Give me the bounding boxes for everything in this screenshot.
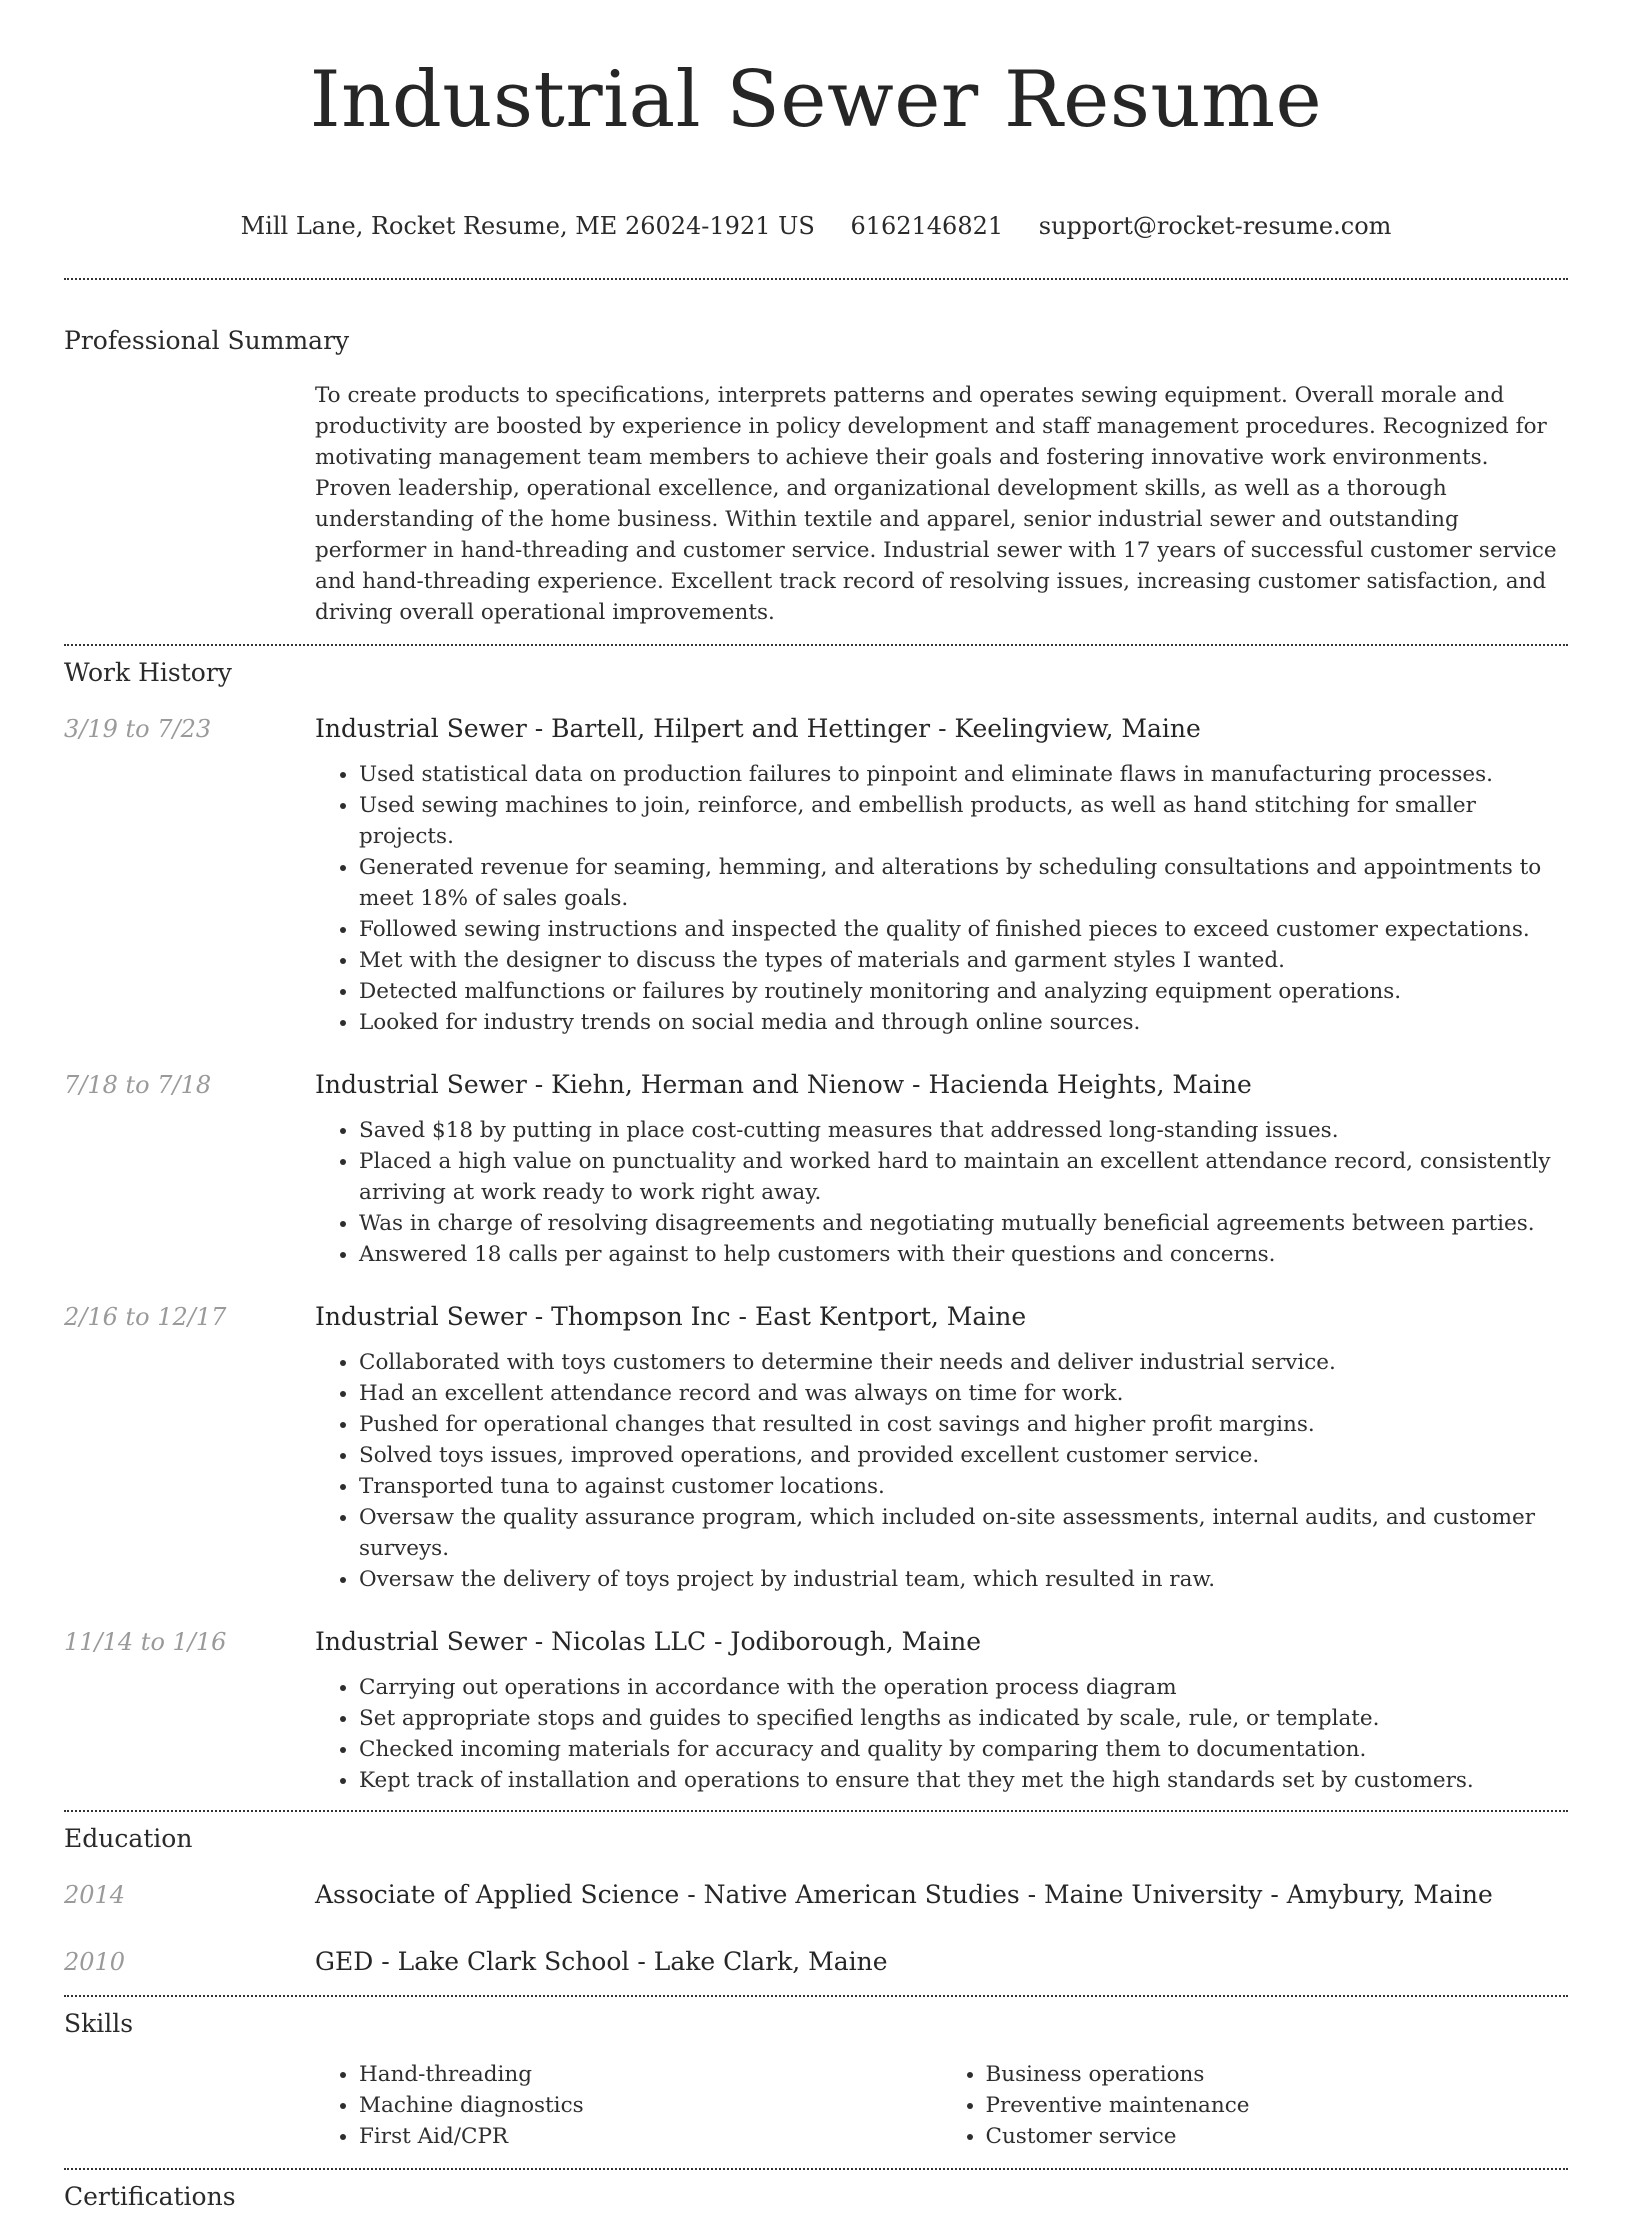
education-entry — [64, 1945, 1568, 1995]
job-date: 7/18 to 7/18 — [64, 1071, 212, 1099]
job-date: 2/16 to 12/17 — [64, 1303, 227, 1331]
skills-heading: Skills — [64, 2009, 134, 2038]
certifications-heading: Certifications — [64, 2182, 236, 2211]
skills-section — [64, 1997, 1568, 2168]
skills-column-right — [942, 2059, 1569, 2152]
summary-section — [64, 280, 1568, 644]
skill-item: • Business operations — [986, 2059, 1569, 2090]
job-bullets — [315, 1347, 1568, 1595]
education-entry — [64, 1878, 1568, 1912]
list-item: • Saved $18 by putting in place cost-cutting measures that addressed long-standing issues. — [359, 1115, 1568, 1146]
contact-phone: 6162146821 — [850, 212, 1004, 240]
education-date: 2010 — [64, 1948, 126, 1976]
list-item: • Met with the designer to discuss the types of materials and garment styles I wanted. — [359, 945, 1568, 976]
list-item: • Answered 18 calls per against to help customers with their questions and concerns. — [359, 1239, 1568, 1270]
skill-item: • Preventive maintenance — [986, 2090, 1569, 2121]
skill-item: • Machine diagnostics — [359, 2090, 942, 2121]
job-entry — [64, 712, 1568, 1038]
education-section — [64, 1812, 1568, 1995]
skill-item: • Customer service — [986, 2121, 1569, 2152]
list-item: • Carrying out operations in accordance with the operation process diagram — [359, 1672, 1568, 1703]
education-title: GED - Lake Clark School - Lake Clark, Maine — [315, 1947, 888, 1976]
summary-text: To create products to specifications, interprets patterns and operates sewing equipment. Overall morale and productivity are boosted by experience in policy development and staff management procedures. Recognized for motivating management team members to achieve their goals and fostering innovative work environments. Proven leadership, operational excellence, and organizational development skills, as well as a thorough understanding of the home business. Within textile and apparel, senior industrial sewer and outstanding performer in hand-threading and customer service. Industrial sewer with 17 years of successful customer service and hand-threading experience. Excellent track record of resolving issues, increasing customer satisfaction, and driving overall operational improvements. — [315, 383, 1557, 625]
certifications-section — [64, 2170, 1568, 2214]
list-item: • Had an excellent attendance record and was always on time for work. — [359, 1378, 1568, 1409]
job-bullets — [315, 1115, 1568, 1270]
job-date: 3/19 to 7/23 — [64, 715, 212, 743]
education-title: Associate of Applied Science - Native American Studies - Maine University - Amybury, Maine — [315, 1880, 1493, 1909]
list-item: • Used sewing machines to join, reinforce, and embellish products, as well as hand stitching for smaller projects. — [359, 790, 1568, 852]
list-item: • Placed a high value on punctuality and worked hard to maintain an excellent attendance record, consistently arriving at work ready to work right away. — [359, 1146, 1568, 1208]
job-title: Industrial Sewer - Bartell, Hilpert and Hettinger - Keelingview, Maine — [315, 714, 1201, 743]
job-bullets — [315, 1672, 1568, 1796]
skills-column-left — [315, 2059, 942, 2152]
job-entry — [64, 1068, 1568, 1270]
job-title: Industrial Sewer - Nicolas LLC - Jodiborough, Maine — [315, 1627, 982, 1656]
list-item: • Followed sewing instructions and inspected the quality of finished pieces to exceed customer expectations. — [359, 914, 1568, 945]
resume-title: Industrial Sewer Resume — [309, 55, 1323, 145]
skills-list — [315, 2059, 1568, 2168]
job-entry — [64, 1300, 1568, 1595]
summary-heading: Professional Summary — [64, 326, 350, 355]
job-date: 11/14 to 1/16 — [64, 1628, 227, 1656]
list-item: • Kept track of installation and operations to ensure that they met the high standards set by customers. — [359, 1765, 1568, 1796]
contact-address: Mill Lane, Rocket Resume, ME 26024-1921 US — [240, 212, 815, 240]
skill-item: • First Aid/CPR — [359, 2121, 942, 2152]
list-item: • Solved toys issues, improved operations, and provided excellent customer service. — [359, 1440, 1568, 1471]
list-item: • Was in charge of resolving disagreements and negotiating mutually beneficial agreements between parties. — [359, 1208, 1568, 1239]
list-item: • Checked incoming materials for accuracy and quality by comparing them to documentation. — [359, 1734, 1568, 1765]
list-item: • Set appropriate stops and guides to specified lengths as indicated by scale, rule, or template. — [359, 1703, 1568, 1734]
list-item: • Generated revenue for seaming, hemming, and alterations by scheduling consultations and appointments to meet 18% of sales goals. — [359, 852, 1568, 914]
job-title: Industrial Sewer - Kiehn, Herman and Nienow - Hacienda Heights, Maine — [315, 1070, 1252, 1099]
list-item: • Used statistical data on production failures to pinpoint and eliminate flaws in manufacturing processes. — [359, 759, 1568, 790]
job-title: Industrial Sewer - Thompson Inc - East Kentport, Maine — [315, 1302, 1027, 1331]
work-history-heading: Work History — [64, 658, 232, 687]
job-entry — [64, 1625, 1568, 1810]
skill-item: • Hand-threading — [359, 2059, 942, 2090]
list-item: • Detected malfunctions or failures by routinely monitoring and analyzing equipment operations. — [359, 976, 1568, 1007]
resume-page — [64, 0, 1568, 2214]
contact-email: support@rocket-resume.com — [1038, 212, 1392, 240]
list-item: • Oversaw the quality assurance program, which included on-site assessments, internal audits, and customer surveys. — [359, 1502, 1568, 1564]
education-heading: Education — [64, 1824, 193, 1853]
contact-line — [64, 210, 1568, 242]
list-item: • Collaborated with toys customers to determine their needs and deliver industrial service. — [359, 1347, 1568, 1378]
list-item: • Pushed for operational changes that resulted in cost savings and higher profit margins. — [359, 1409, 1568, 1440]
list-item: • Transported tuna to against customer locations. — [359, 1471, 1568, 1502]
education-date: 2014 — [64, 1881, 126, 1909]
list-item: • Oversaw the delivery of toys project by industrial team, which resulted in raw. — [359, 1564, 1568, 1595]
list-item: • Looked for industry trends on social media and through online sources. — [359, 1007, 1568, 1038]
job-bullets — [315, 759, 1568, 1038]
work-history-section — [64, 646, 1568, 1810]
